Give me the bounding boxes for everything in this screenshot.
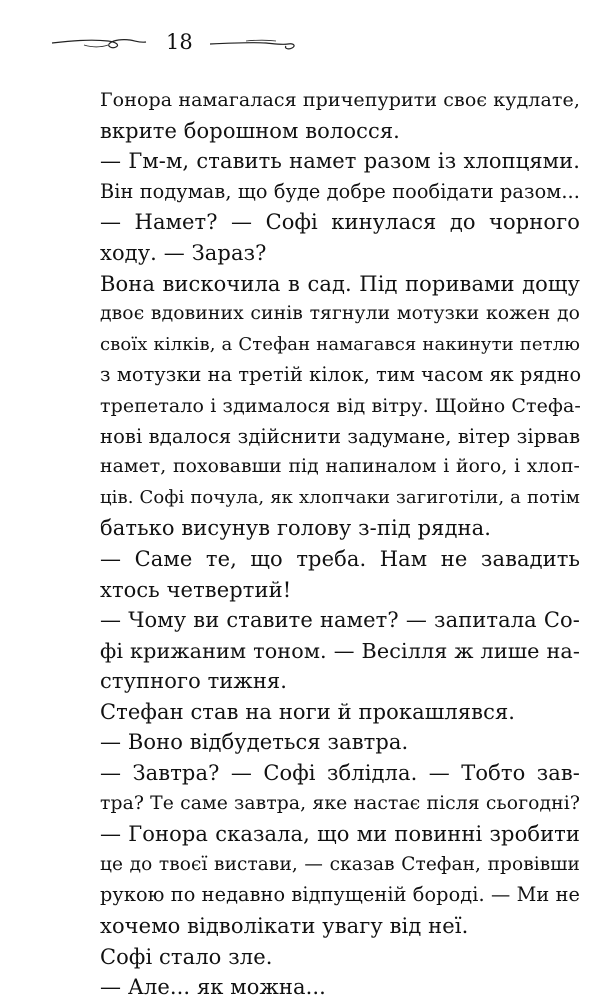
left-flourish-accent: [84, 45, 108, 47]
text-line: з мотузки на третій кілок, тим часом як рядно: [100, 363, 582, 387]
text-line: Гонора намагалася причепурити своє кудлате,: [100, 89, 580, 111]
text-line: — Гонора сказала, що ми повинні зробити: [100, 822, 580, 847]
text-line: рукою по недавно відпущеній бороді. — Ми не: [100, 883, 580, 907]
text-line: двоє вдовиних синів тягнули мотузки кожен до: [100, 303, 580, 325]
text-line: батько висунув голову з-під рядна.: [100, 516, 492, 541]
text-line: — Воно відбудеться завтра.: [100, 730, 409, 755]
text-line: хтось четвертий!: [100, 577, 292, 602]
text-line: тра? Те саме завтра, яке настає після сьогодні?: [100, 792, 580, 814]
text-line: ходу. — Зараз?: [100, 240, 267, 265]
text-line: хочемо відволікати увагу від неї.: [100, 914, 469, 939]
text-line: — Гм-м, ставить намет разом із хлопцями.: [100, 149, 580, 174]
text-line: ців. Софі почула, як хлопчаки загиготіли, а потім: [100, 486, 580, 508]
text-line: Стефан став на ноги й прокашлявся.: [100, 699, 516, 724]
text-line: Він подумав, що буде добре пообідати разом...: [100, 179, 580, 203]
text-line: — Намет? — Софі кинулася до чорного: [100, 210, 580, 235]
text-line: Вона вискочила в сад. Під поривами дощу: [100, 271, 580, 296]
text-line: — Чому ви ставите намет? — запитала Со-: [100, 608, 580, 633]
text-line: — Саме те, що треба. Нам не завадить: [100, 546, 580, 571]
text-line: — Але... як можна...: [100, 975, 326, 1000]
text-line: — Завтра? — Софі зблідла. — Тобто зав-: [100, 761, 580, 786]
text-line: нові вдалося здійснити задумане, вітер зірвав: [100, 424, 581, 448]
right-flourish: [210, 43, 294, 49]
text-line: це до твоєї вистави, — сказав Стефан, провівши: [100, 853, 580, 875]
page-number: 18: [166, 30, 193, 54]
body-text: [100, 85, 580, 1003]
text-line: фі крижаним тоном. — Весілля ж лише на-: [100, 638, 580, 663]
text-line: ступного тижня.: [100, 669, 288, 694]
text-line: намет, поховавши під напиналом і його, і хлоп-: [100, 456, 580, 478]
text-line: вкрите борошном волосся.: [100, 118, 400, 143]
right-flourish-accent: [246, 40, 276, 41]
page-header: [50, 26, 310, 62]
text-line: Софі стало зле.: [100, 944, 273, 969]
text-line: своїх кілків, а Стефан намагався накинути петлю: [100, 333, 580, 355]
text-line: трепетало і здималося від вітру. Щойно Стефа-: [100, 394, 581, 417]
